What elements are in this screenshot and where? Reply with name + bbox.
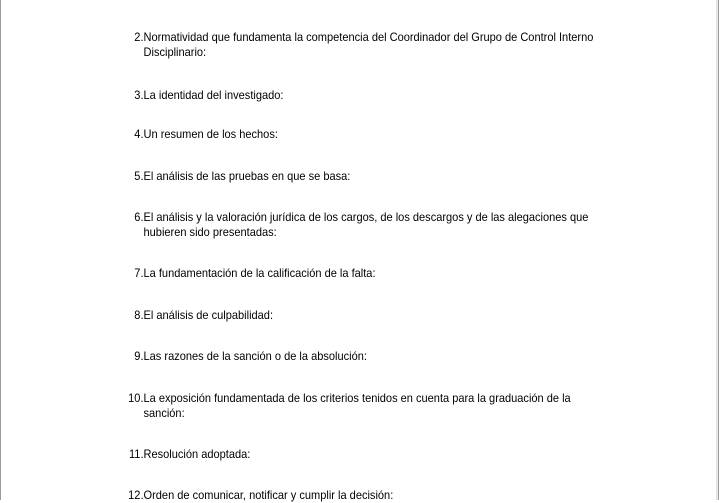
item-number: 6. [134, 210, 144, 224]
item-number: 12. [128, 488, 144, 502]
item-number: 8. [134, 308, 144, 322]
item-text: Normatividad que fundamenta la competencia del Coordinador del Grupo de Control Interno Disciplinario: [143, 30, 594, 59]
item-text: Orden de comunicar, notificar y cumplir la decisión: [143, 488, 394, 502]
item-text: Las razones de la sanción o de la absolución: [143, 349, 367, 363]
item-number: 10. [128, 391, 144, 405]
item-text: El análisis de culpabilidad: [143, 308, 274, 322]
item-number: 9. [134, 349, 144, 363]
item-text: El análisis de las pruebas en que se basa: [143, 169, 351, 183]
item-number: 7. [134, 266, 144, 280]
page-shadow [716, 0, 718, 500]
item-number: 4. [134, 127, 144, 141]
item-text: La identidad del investigado: [143, 88, 284, 102]
item-text: La fundamentación de la calificación de la falta: [143, 266, 376, 280]
item-text: El análisis y la valoración jurídica de los cargos, de los descargos y de las alegaciones que hubieren sido presentadas: [143, 210, 589, 239]
item-number: 2. [134, 30, 144, 44]
item-text: Resolución adoptada: [143, 447, 251, 461]
item-text: Un resumen de los hechos: [143, 127, 278, 141]
item-text: La exposición fundamentada de los criterios tenidos en cuenta para la graduación de la sanción: [143, 391, 571, 420]
item-number: 5. [134, 169, 144, 183]
item-number: 11. [128, 447, 144, 461]
item-number: 3. [134, 88, 144, 102]
